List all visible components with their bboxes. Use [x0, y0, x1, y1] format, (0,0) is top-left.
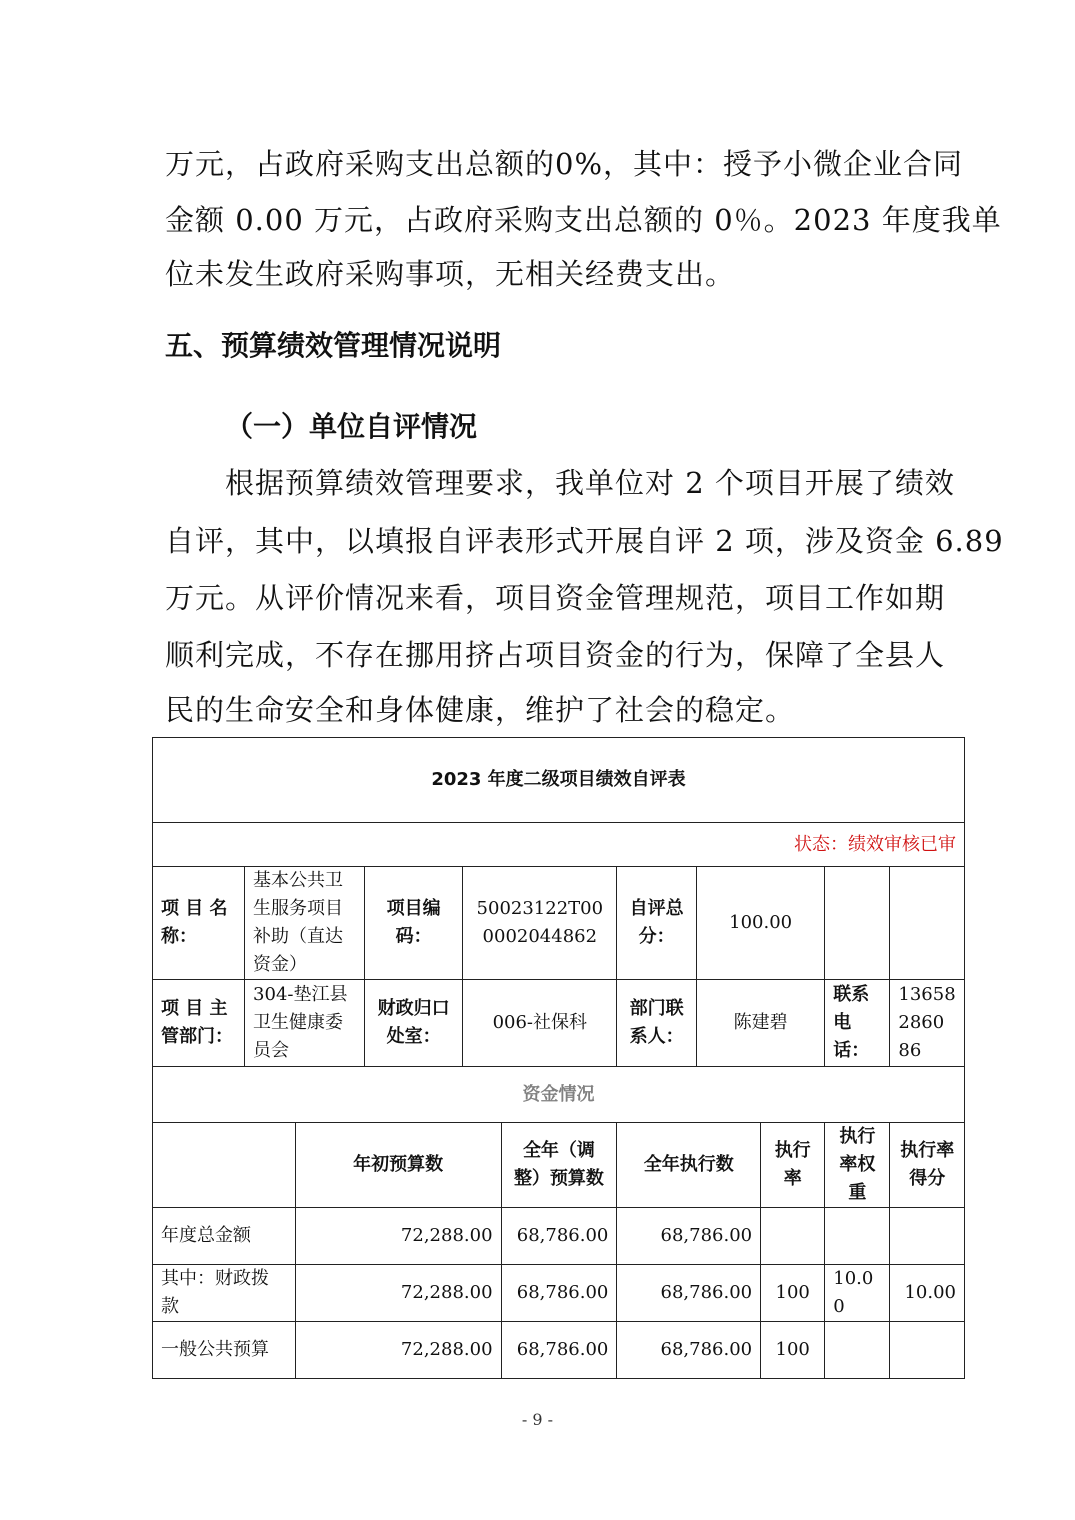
executed-amount: 68,786.00 — [617, 1265, 761, 1322]
executed-amount: 68,786.00 — [617, 1322, 761, 1379]
section-heading: 五、预算绩效管理情况说明 — [165, 329, 502, 362]
table-row — [153, 1265, 965, 1322]
paragraph-line: 万元，占政府采购支出总额的0%，其中：授予小微企业合同 — [165, 147, 964, 181]
table-title: 2023 年度二级项目绩效自评表 — [153, 738, 965, 823]
adjusted-budget: 68,786.00 — [501, 1265, 617, 1322]
status-label: 状态：绩效审核已审 — [153, 823, 965, 867]
score-label: 自评总分： — [617, 867, 697, 980]
empty-cell — [825, 867, 890, 980]
paragraph-line: 金额 0.00 万元，占政府采购支出总额的 0％。2023 年度我单 — [165, 203, 1002, 237]
empty-cell — [890, 867, 965, 980]
rate-score — [890, 1208, 965, 1265]
paragraph-line: 万元。从评价情况来看，项目资金管理规范，项目工作如期 — [165, 581, 946, 615]
paragraph-line: 根据预算绩效管理要求，我单位对 2 个项目开展了绩效 — [225, 466, 955, 500]
row-label: 年度总金额 — [153, 1208, 296, 1265]
contact-value: 陈建碧 — [697, 980, 825, 1067]
execution-rate: 100 — [761, 1322, 825, 1379]
page-number: - 9 - — [521, 1410, 554, 1429]
paragraph-line: 自评，其中，以填报自评表形式开展自评 2 项，涉及资金 6.89 — [165, 524, 1004, 558]
adjusted-budget: 68,786.00 — [501, 1322, 617, 1379]
paragraph-line: 顺利完成，不存在挪用挤占项目资金的行为，保障了全县人 — [165, 638, 946, 672]
header-cell: 年初预算数 — [295, 1123, 501, 1208]
rate-score — [890, 1322, 965, 1379]
project-name-label: 项 目 名称： — [153, 867, 245, 980]
execution-rate — [761, 1208, 825, 1265]
contact-label: 部门联系人： — [617, 980, 697, 1067]
rate-weight: 10.00 — [825, 1265, 890, 1322]
table-row — [153, 1208, 965, 1265]
project-code-label: 项目编码： — [365, 867, 463, 980]
project-name-value: 基本公共卫生服务项目补助（直达资金） — [245, 867, 365, 980]
paragraph-line: 位未发生政府采购事项，无相关经费支出。 — [165, 257, 736, 291]
header-cell — [153, 1123, 296, 1208]
rate-weight — [825, 1322, 890, 1379]
adjusted-budget: 68,786.00 — [501, 1208, 617, 1265]
rate-weight — [825, 1208, 890, 1265]
dept-label: 项 目 主管部门： — [153, 980, 245, 1067]
dept-value: 304-垫江县卫生健康委员会 — [245, 980, 365, 1067]
score-value: 100.00 — [697, 867, 825, 980]
sub-heading: （一）单位自评情况 — [225, 410, 478, 443]
header-cell: 全年（调整）预算数 — [501, 1123, 617, 1208]
table-row — [153, 1322, 965, 1379]
funds-section-title: 资金情况 — [153, 1067, 965, 1123]
row-label: 一般公共预算 — [153, 1322, 296, 1379]
finance-office-label: 财政归口处室： — [365, 980, 463, 1067]
finance-office-value: 006-社保科 — [463, 980, 617, 1067]
self-evaluation-table — [152, 737, 965, 1379]
header-cell: 执行率得分 — [890, 1123, 965, 1208]
paragraph-line: 民的生命安全和身体健康，维护了社会的稳定。 — [165, 693, 796, 727]
project-code-value: 50023122T000002044862 — [463, 867, 617, 980]
row-label: 其中：财政拨款 — [153, 1265, 296, 1322]
executed-amount: 68,786.00 — [617, 1208, 761, 1265]
header-cell: 执行率权重 — [825, 1123, 890, 1208]
initial-budget: 72,288.00 — [295, 1208, 501, 1265]
initial-budget: 72,288.00 — [295, 1265, 501, 1322]
execution-rate: 100 — [761, 1265, 825, 1322]
rate-score: 10.00 — [890, 1265, 965, 1322]
phone-label: 联系电话： — [825, 980, 890, 1067]
initial-budget: 72,288.00 — [295, 1322, 501, 1379]
header-cell: 执行率 — [761, 1123, 825, 1208]
phone-value: 136582860 86 — [890, 980, 965, 1067]
header-cell: 全年执行数 — [617, 1123, 761, 1208]
